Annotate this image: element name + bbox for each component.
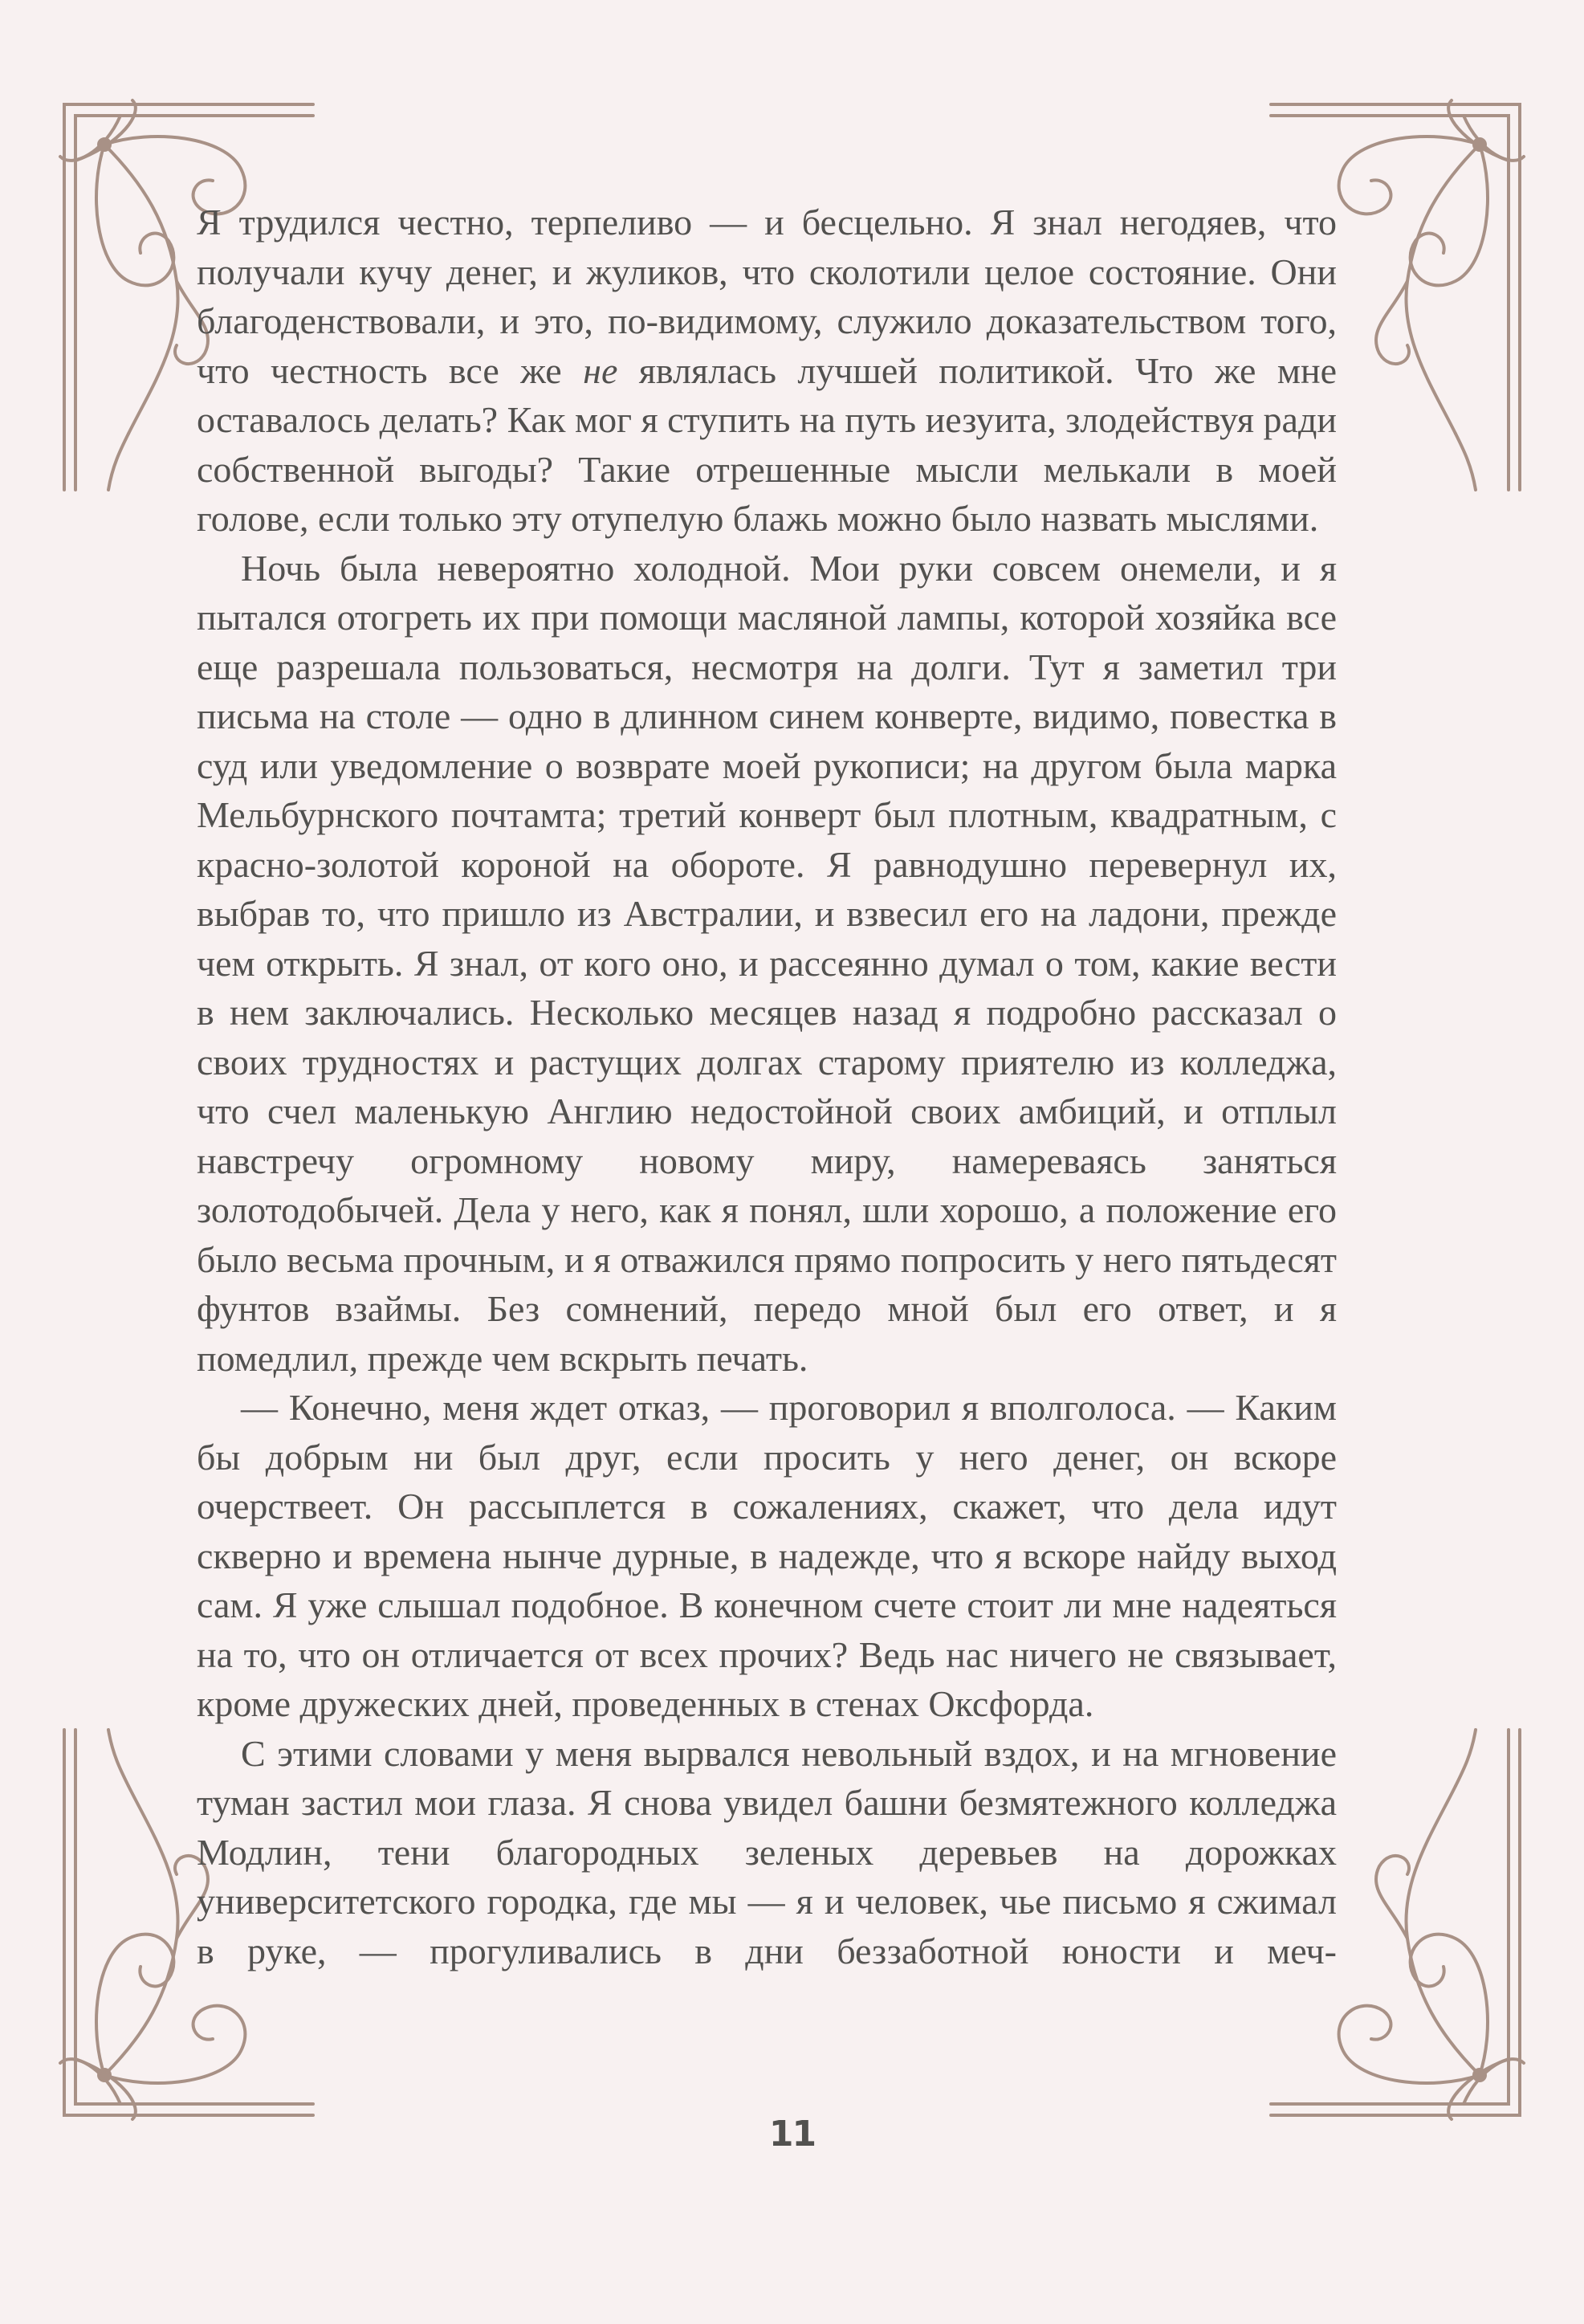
paragraph-1: Я трудился честно, терпеливо — и бесцельно. Я знал негодяев, что получали кучу денег, и жуликов, что сколотили целое состояние. Они благоденствовали, и это, по-видимому, служило доказательством того, что честность все же не являлась лучшей политикой. Что же мне оставалось делать? Как мог я ступить на путь иезуита, злодействуя ради собственной выгоды? Такие отрешенные мысли мелькали в моей голове, если только эту отупелую блажь можно было назвать мыслями. bbox=[197, 202, 1337, 539]
paragraph-3: — Конечно, меня ждет отказ, — проговорил я вполголоса. — Каким бы добрым ни был друг, если просить у него денег, он вскоре очерствеет. Он рассыплется в сожалениях, скажет, что дела идут скверно и времена нынче дурные, в надежде, что я вскоре найду выход сам. Я уже слышал подобное. В конечном счете стоит ли мне надеяться на то, что он отличается от всех прочих? Ведь нас ничего не связывает, кроме дружеских дней, проведенных в стенах Оксфорда. bbox=[197, 1387, 1337, 1724]
paragraph-4: С этими словами у меня вырвался невольный вздох, и на мгновение туман застил мои глаза. Я снова увидел башни безмятежного колледжа Модлин, тени благородных зеленых деревьев на дорожках университетского городка, где мы — я и человек, чье письмо я сжимал в руке, — прогуливались в дни беззаботной юности и меч- bbox=[197, 1732, 1337, 1971]
page-number: 11 bbox=[768, 2114, 816, 2155]
paragraph-2: Ночь была невероятно холодной. Мои руки совсем онемели, и я пытался отогреть их при помощи масляной лампы, которой хозяйка все еще разрешала пользоваться, несмотря на долги. Тут я заметил три письма на столе — одно в длинном синем конверте, видимо, повестка в суд или уведомление о возврате моей рукописи; на другом была марка Мельбурнского почтамта; третий конверт был плотным, квадратным, с красно-золотой короной на обороте. Я равнодушно перевернул их, выбрав то, что пришло из Австралии, и взвесил его на ладони, прежде чем открыть. Я знал, от кого оно, и рассеянно думал о том, какие вести в нем заключались. Несколько месяцев назад я подробно рассказал о своих трудностях и растущих долгах старому приятелю из колледжа, что счел маленькую Англию недостойной своих амбиций, и отплыл навстречу огромному новому миру, намереваясь заняться золотодобычей. Дела у него, как я понял, шли хорошо, а положение его было весьма прочным, и я отважился прямо попросить у него пятьдесят фунтов взаймы. Без сомнений, передо мной был его ответ, и я помедлил, прежде чем вскрыть печать. bbox=[197, 547, 1337, 1379]
body-text bbox=[197, 198, 1337, 1975]
